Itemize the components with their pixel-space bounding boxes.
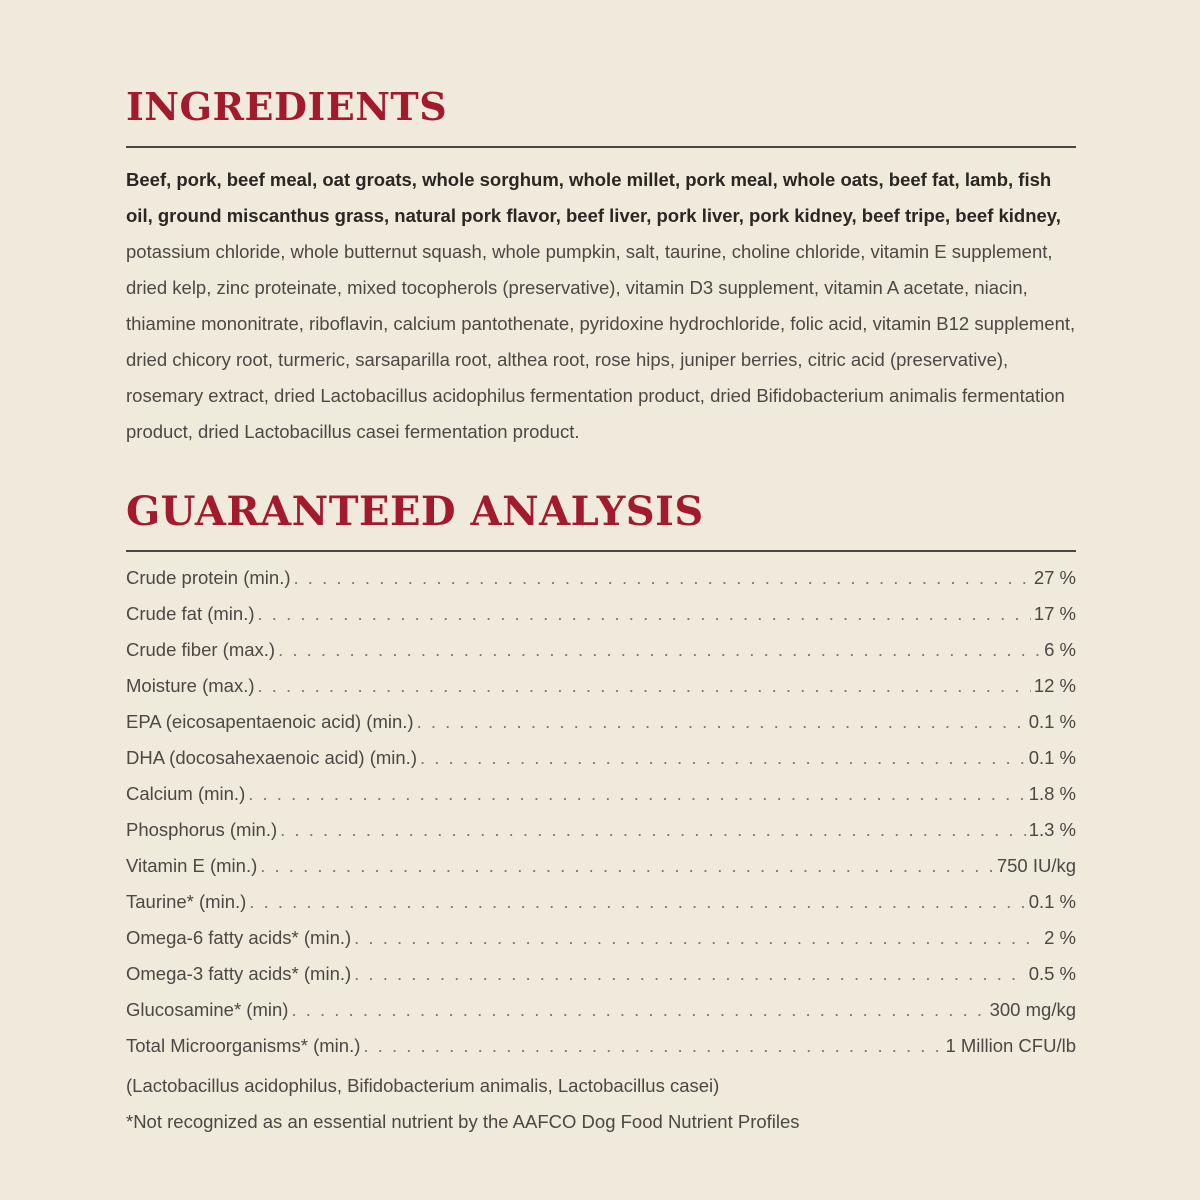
analysis-value: 1.8 % [1028,783,1076,804]
analysis-row [126,819,1076,855]
analysis-value: 0.1 % [1028,747,1076,768]
analysis-label: Crude protein (min.) [126,567,291,588]
analysis-label: Glucosamine* (min) [126,999,289,1020]
analysis-label: Crude fiber (max.) [126,639,276,660]
dot-leader [280,819,1026,841]
analysis-value: 0.5 % [1028,963,1076,984]
analysis-label: Crude fat (min.) [126,603,255,624]
analysis-row [126,855,1076,891]
dot-leader [420,747,1026,769]
analysis-label: Omega-6 fatty acids* (min.) [126,927,352,948]
aafco-footnote: *Not recognized as an essential nutrient by the AAFCO Dog Food Nutrient Profiles [126,1111,800,1132]
analysis-row [126,711,1076,747]
analysis-label: Phosphorus (min.) [126,819,278,840]
analysis-row [126,927,1076,963]
analysis-value: 2 % [1044,927,1076,948]
analysis-label: EPA (eicosapentaenoic acid) (min.) [126,711,414,732]
analysis-row [126,639,1076,675]
analysis-row [126,675,1076,711]
analysis-value: 0.1 % [1028,891,1076,912]
dot-leader [294,567,1031,589]
analysis-label: Omega-3 fatty acids* (min.) [126,963,352,984]
analysis-value: 6 % [1044,639,1076,660]
ingredients-heading: INGREDIENTS [126,84,448,129]
dot-leader [248,783,1025,805]
analysis-value: 0.1 % [1028,711,1076,732]
analysis-value: 12 % [1033,675,1076,696]
analysis-row [126,783,1076,819]
ingredients-list [126,162,1076,450]
analysis-row [126,999,1076,1035]
analysis-divider [126,550,1076,552]
dot-leader [354,927,1041,949]
dot-leader [354,963,1026,985]
dot-leader [291,999,986,1021]
analysis-value: 750 IU/kg [996,855,1076,876]
analysis-value: 1.3 % [1028,819,1076,840]
analysis-row [126,603,1076,639]
analysis-row [126,1035,1076,1071]
dot-leader [363,1035,942,1057]
analysis-row [126,747,1076,783]
ingredients-divider [126,146,1076,148]
guaranteed-analysis-heading: GUARANTEED ANALYSIS [126,488,704,535]
analysis-label: Moisture (max.) [126,675,255,696]
analysis-label: DHA (docosahexaenoic acid) (min.) [126,747,417,768]
analysis-label: Vitamin E (min.) [126,855,258,876]
analysis-table [126,567,1076,1071]
dot-leader [258,603,1031,625]
dot-leader [249,891,1025,913]
analysis-value: 300 mg/kg [989,999,1076,1020]
dot-leader [260,855,994,877]
dot-leader [258,675,1031,697]
analysis-value: 27 % [1033,567,1076,588]
dot-leader [278,639,1041,661]
dot-leader [417,711,1026,733]
analysis-row [126,963,1076,999]
analysis-label: Taurine* (min.) [126,891,247,912]
analysis-value: 1 Million CFU/lb [945,1035,1076,1056]
analysis-row [126,891,1076,927]
analysis-label: Total Microorganisms* (min.) [126,1035,361,1056]
analysis-value: 17 % [1033,603,1076,624]
analysis-label: Calcium (min.) [126,783,246,804]
ingredients-secondary-text: potassium chloride, whole butternut squash, whole pumpkin, salt, taurine, choline chloride, vitamin E supplement, dried kelp, zinc proteinate, mixed tocopherols (preservative), vitamin D3 supplement, vitamin A acetate, niacin, thiamine mononitrate, riboflavin, calcium pantothenate, pyridoxine hydrochloride, folic acid, vitamin B12 supplement, dried chicory root, turmeric, sarsaparilla root, althea root, rose hips, juniper berries, citric acid (preservative), rosemary extract, dried Lactobacillus acidophilus fermentation product, dried Bifidobacterium animalis fermentation product, dried Lactobacillus casei fermentation product. [126,241,1076,442]
analysis-row [126,567,1076,603]
microorganisms-note: (Lactobacillus acidophilus, Bifidobacterium animalis, Lactobacillus casei) [126,1075,720,1096]
ingredients-primary-text: Beef, pork, beef meal, oat groats, whole sorghum, whole millet, pork meal, whole oats, beef fat, lamb, fish oil, ground miscanthus grass, natural pork flavor, beef liver, pork liver, pork kidney, beef tripe, beef kidney, [126,169,1061,226]
